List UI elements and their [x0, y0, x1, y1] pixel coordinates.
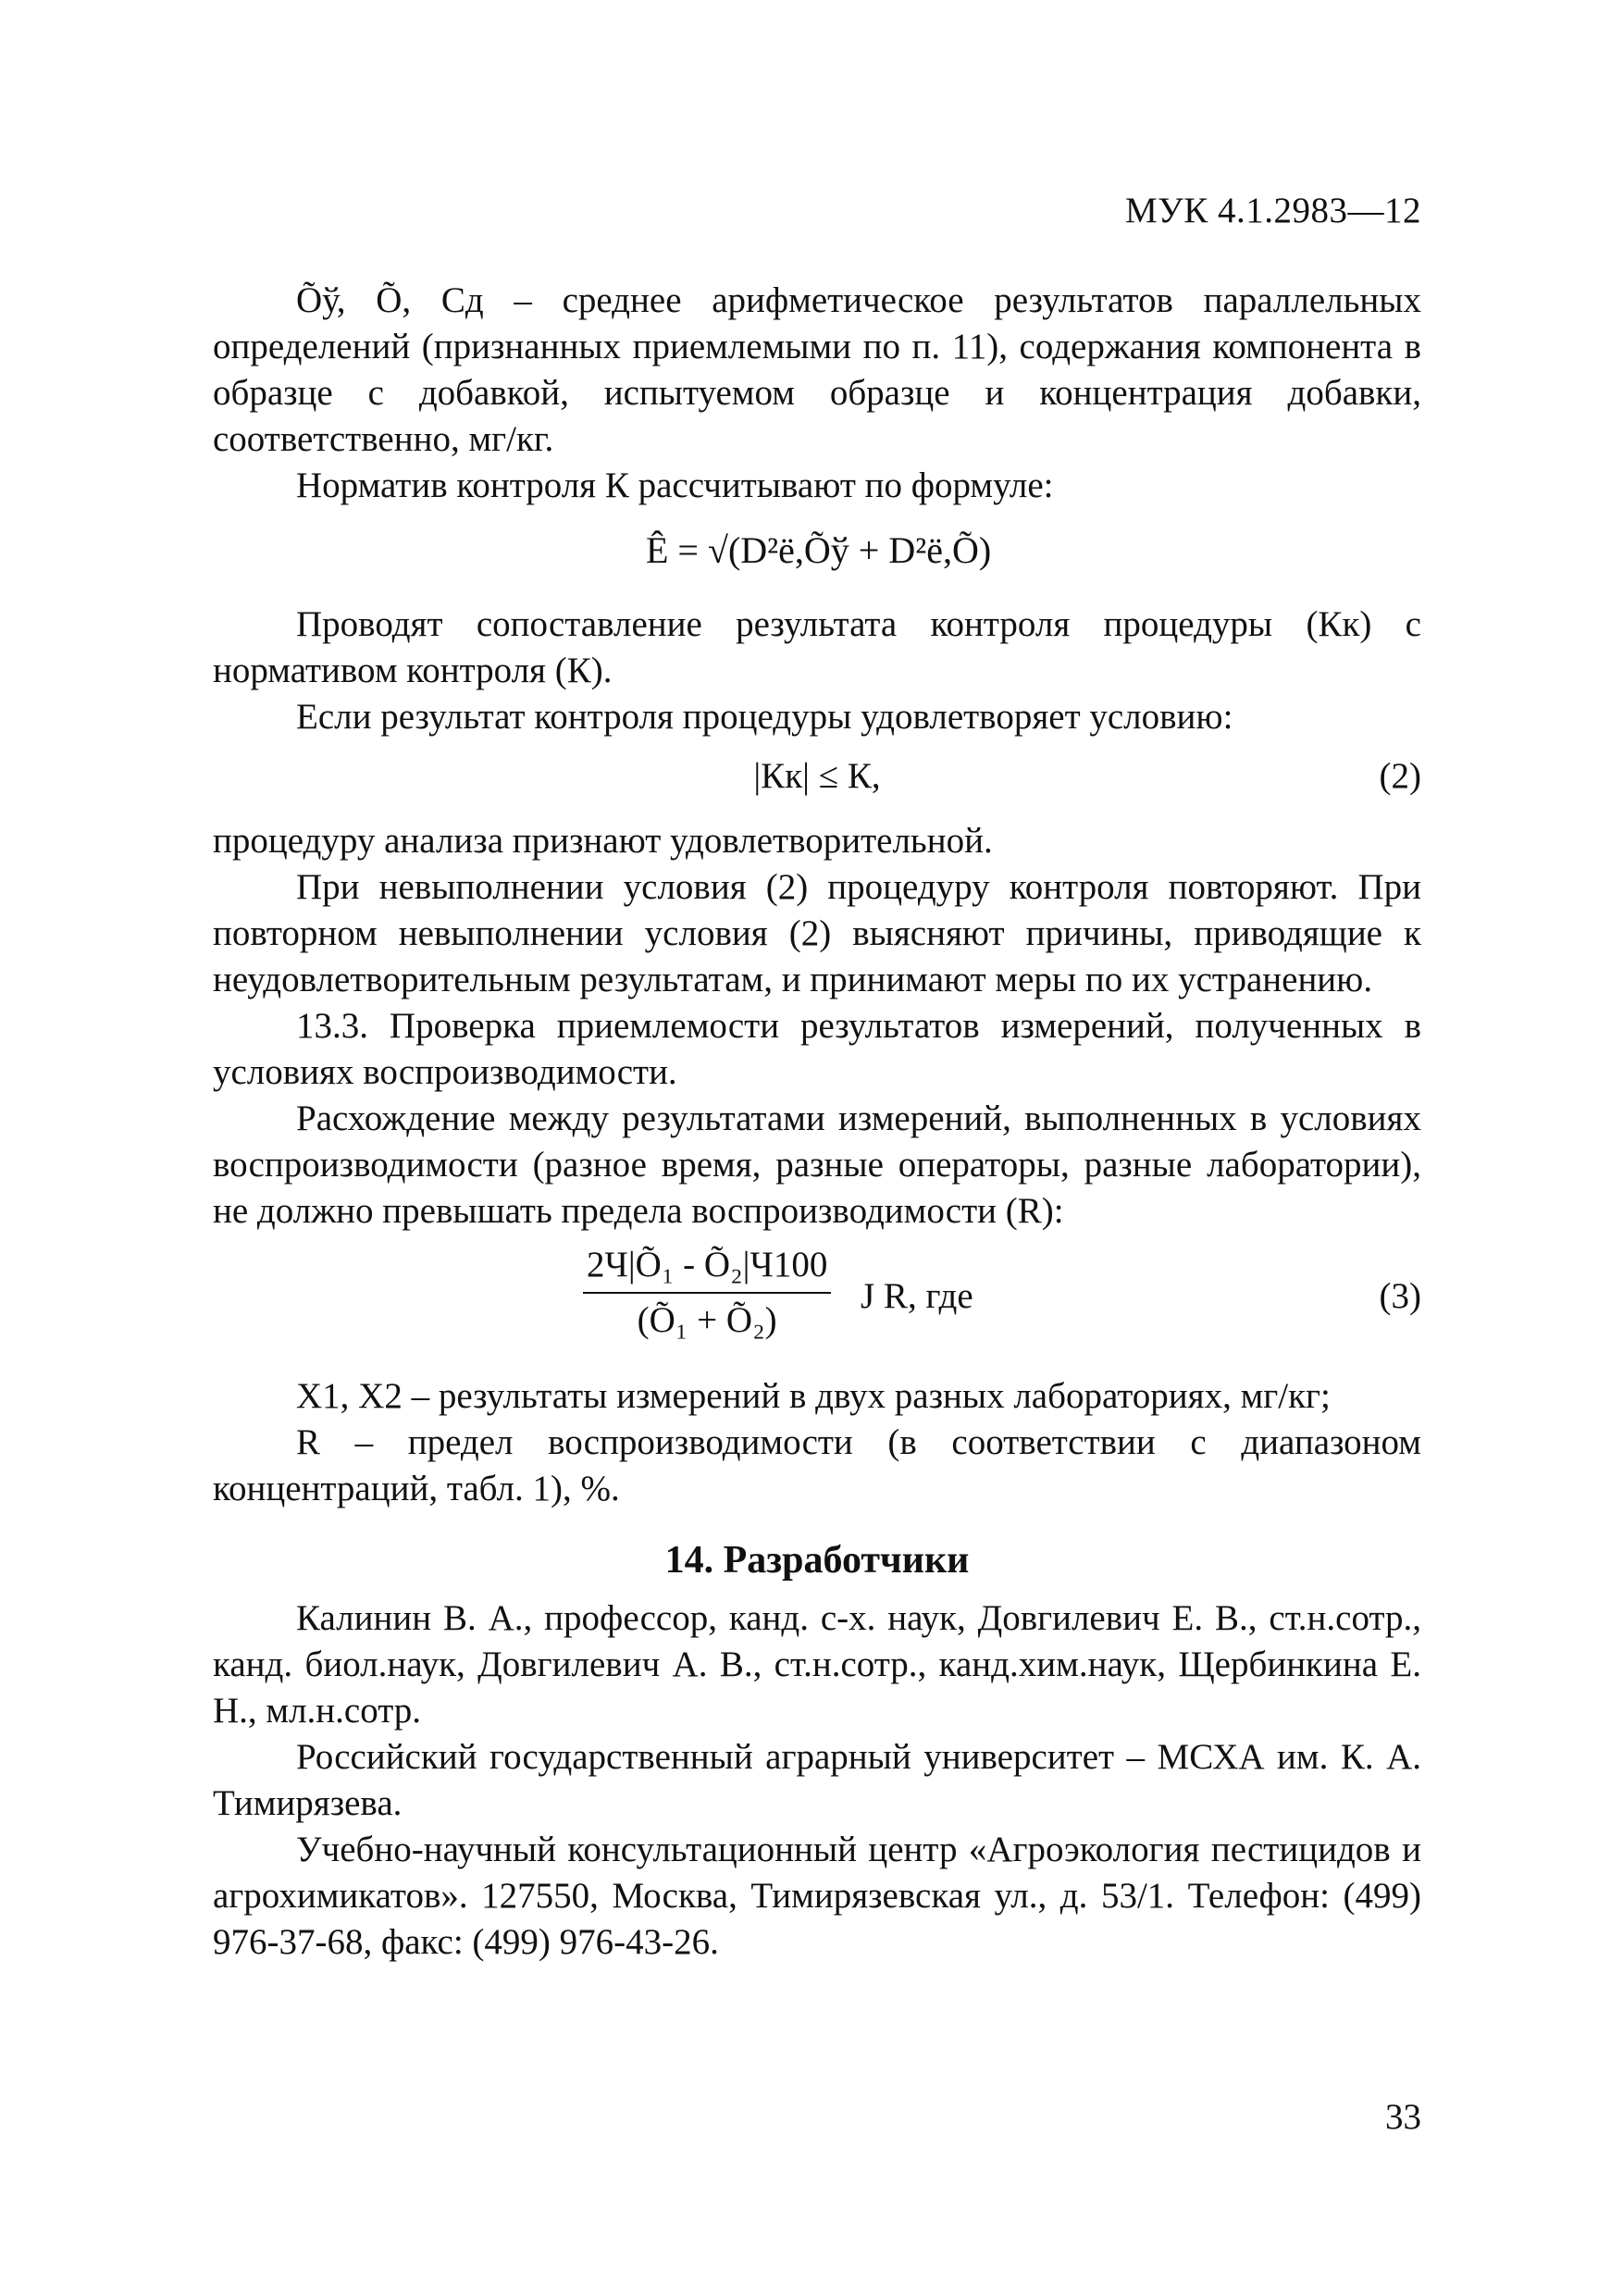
center-paragraph: Учебно-научный консультационный центр «Агроэкология пестицидов и агрохимикатов». 127550, Москва, Тимирязевская ул., д. 53/1. Телефон: (499) 976-37-68, факс: (499) 976-43-26.: [213, 1830, 1421, 1962]
section-14-heading: 14. Разработчики: [664, 1539, 970, 1582]
document-page: [213, 0, 1421, 2296]
condition-paragraph: Если результат контроля процедуры удовлетворяет условию:: [296, 697, 1233, 737]
equation-number-2: (2): [1379, 756, 1421, 796]
university-paragraph: Российский государственный аграрный университет – МСХА им. К. А. Тимирязева.: [213, 1737, 1421, 1823]
r-definition-paragraph: R – предел воспроизводимости (в соответствии с диапазоном концентраций, табл. 1), %.: [213, 1422, 1421, 1508]
equation-number-3: (3): [1379, 1276, 1421, 1316]
page-number: 33: [1385, 2097, 1421, 2137]
acceptance-paragraph: процедуру анализа признают удовлетворительной.: [213, 821, 993, 861]
document-id-header: МУК 4.1.2983—12: [1124, 191, 1421, 230]
control-norm-paragraph: Норматив контроля К рассчитывают по формуле:: [296, 465, 1054, 505]
comparison-paragraph: Проводят сопоставление результата контроля процедуры (Кк) с нормативом контроля (К).: [213, 604, 1421, 690]
reproducibility-paragraph: Расхождение между результатами измерений, выполненных в условиях воспроизводимости (разное время, разные операторы, разные лаборатории), не должно превышать предела воспроизводимости (R):: [213, 1098, 1421, 1231]
formula-reproducibility-3: [213, 1235, 1421, 1373]
section-13-3-paragraph: 13.3. Проверка приемлемости результатов измерений, полученных в условиях воспроизводимости.: [213, 1006, 1421, 1092]
formula-numerator: 2Ч|Õ₁ - Õ₂|Ч100: [583, 1242, 831, 1294]
x-definition-paragraph: X1, X2 – результаты измерений в двух разных лабораториях, мг/кг;: [296, 1376, 1331, 1416]
failure-paragraph: При невыполнении условия (2) процедуру контроля повторяют. При повторном невыполнении условия (2) выясняют причины, приводящие к неудовлетворительным результатам, и принимают меры по их устранению.: [213, 867, 1421, 999]
formula-fraction: [583, 1242, 831, 1344]
formula-control-norm: [213, 509, 1421, 602]
formula-denominator: (Õ₁ + Õ₂): [637, 1300, 777, 1340]
document-body: [213, 278, 1421, 1966]
formula-condition-2: [213, 740, 1421, 818]
authors-paragraph: Калинин В. А., профессор, канд. с-х. наук, Довгилевич Е. В., ст.н.сотр., канд. биол.наук, Довгилевич А. В., ст.н.сотр., канд.хим.наук, Щербинкина Е. Н., мл.н.сотр.: [213, 1598, 1421, 1731]
formula-control-norm-text: Ê = √(D²ё,Õў + D²ё,Õ): [646, 529, 992, 571]
formula-condition-2-text: |Кк| ≤ К,: [753, 756, 881, 796]
variables-definition-paragraph: Õў, Õ, Сд – среднее арифметическое результатов параллельных определений (признанных приемлемыми по п. 11), содержания компонента в образце с добавкой, испытуемом образце и концентрация добавки, соответственно, мг/кг.: [213, 280, 1421, 459]
formula-tail: J R, где: [861, 1276, 973, 1316]
